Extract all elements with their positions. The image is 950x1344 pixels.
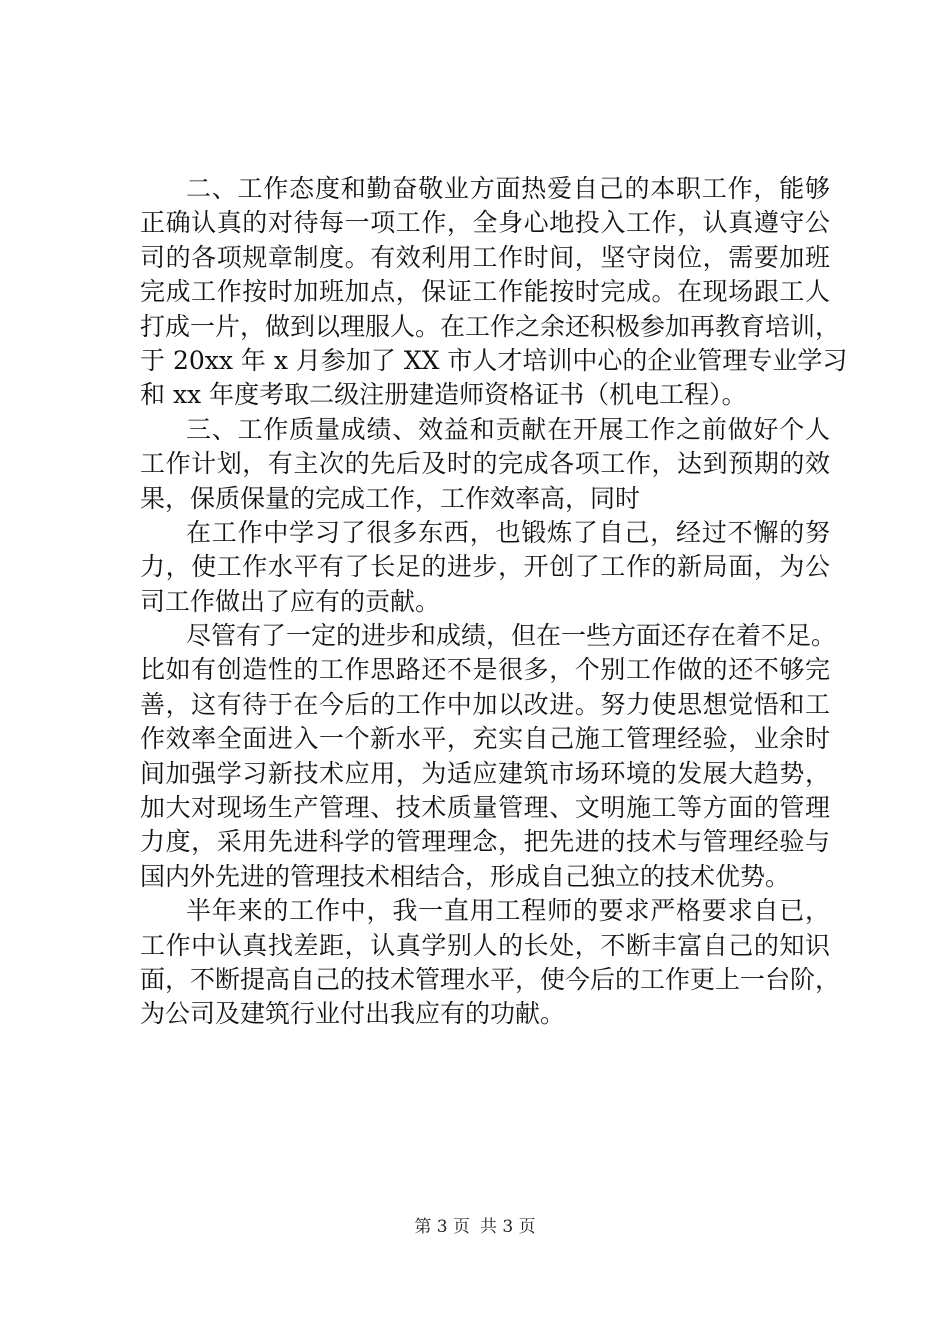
- paragraph-4-line-8: 国内外先进的管理技术相结合，形成自己独立的技术优势。: [140, 861, 791, 891]
- page-total: 共 3 页: [480, 1217, 536, 1237]
- paragraph-2-line-2: 工作计划，有主次的先后及时的完成各项工作，达到预期的效: [140, 449, 830, 479]
- paragraph-5-line-1: 半年来的工作中，我一直用工程师的要求严格要求自已，: [186, 896, 830, 926]
- page-footer: [0, 1215, 950, 1239]
- paragraph-2-line-1: 三、工作质量成绩、效益和贡献在开展工作之前做好个人: [186, 414, 830, 444]
- paragraph-3-line-3: 司工作做出了应有的贡献。: [140, 586, 441, 616]
- paragraph-1-line-6: 于 20xx 年 x 月参加了 XX 市人才培训中心的企业管理专业学习: [140, 345, 848, 375]
- paragraph-3-line-1: 在工作中学习了很多东西，也锻炼了自己，经过不懈的努: [186, 517, 830, 547]
- paragraph-5-line-2: 工作中认真找差距，认真学别人的长处，不断丰富自己的知识: [140, 930, 830, 960]
- paragraph-1-line-1: 二、工作态度和勤奋敬业方面热爱自己的本职工作，能够: [186, 174, 830, 203]
- paragraph-4-line-5: 间加强学习新技术应用，为适应建筑市场环境的发展大趋势，: [140, 758, 830, 788]
- document-body: [140, 172, 848, 1032]
- paragraph-1-line-2: 正确认真的对待每一项工作，全身心地投入工作，认真遵守公: [140, 208, 830, 238]
- paragraph-1-line-3: 司的各项规章制度。有效利用工作时间，坚守岗位，需要加班: [140, 242, 830, 272]
- paragraph-3-line-2: 力，使工作水平有了长足的进步，开创了工作的新局面，为公: [140, 552, 830, 582]
- paragraph-4-line-3: 善，这有待于在今后的工作中加以改进。努力使思想觉悟和工: [140, 689, 830, 719]
- paragraph-2-line-3: 果，保质保量的完成工作，工作效率高，同时: [140, 483, 641, 513]
- paragraph-4-line-7: 力度，采用先进科学的管理理念，把先进的技术与管理经验与: [140, 827, 830, 857]
- paragraph-1-line-5: 打成一片，做到以理服人。在工作之余还积极参加再教育培训，: [140, 311, 841, 341]
- paragraph-4-line-2: 比如有创造性的工作思路还不是很多，个别工作做的还不够完: [140, 655, 830, 685]
- paragraph-4-line-4: 作效率全面进入一个新水平，充实自己施工管理经验，业余时: [140, 724, 830, 754]
- paragraph-5-line-3: 面，不断提高自己的技术管理水平，使今后的工作更上一台阶，: [140, 964, 841, 994]
- paragraph-5-line-4: 为公司及建筑行业付出我应有的功献。: [140, 999, 566, 1029]
- page-number: 第 3 页: [414, 1217, 470, 1237]
- paragraph-1-line-7: 和 xx 年度考取二级注册建造师资格证书（机电工程）。: [140, 380, 747, 410]
- paragraph-4-line-1: 尽管有了一定的进步和成绩，但在一些方面还存在着不足。: [186, 621, 837, 651]
- paragraph-1-line-4: 完成工作按时加班加点，保证工作能按时完成。在现场跟工人: [140, 277, 830, 307]
- paragraph-4-line-6: 加大对现场生产管理、技术质量管理、文明施工等方面的管理: [140, 793, 830, 823]
